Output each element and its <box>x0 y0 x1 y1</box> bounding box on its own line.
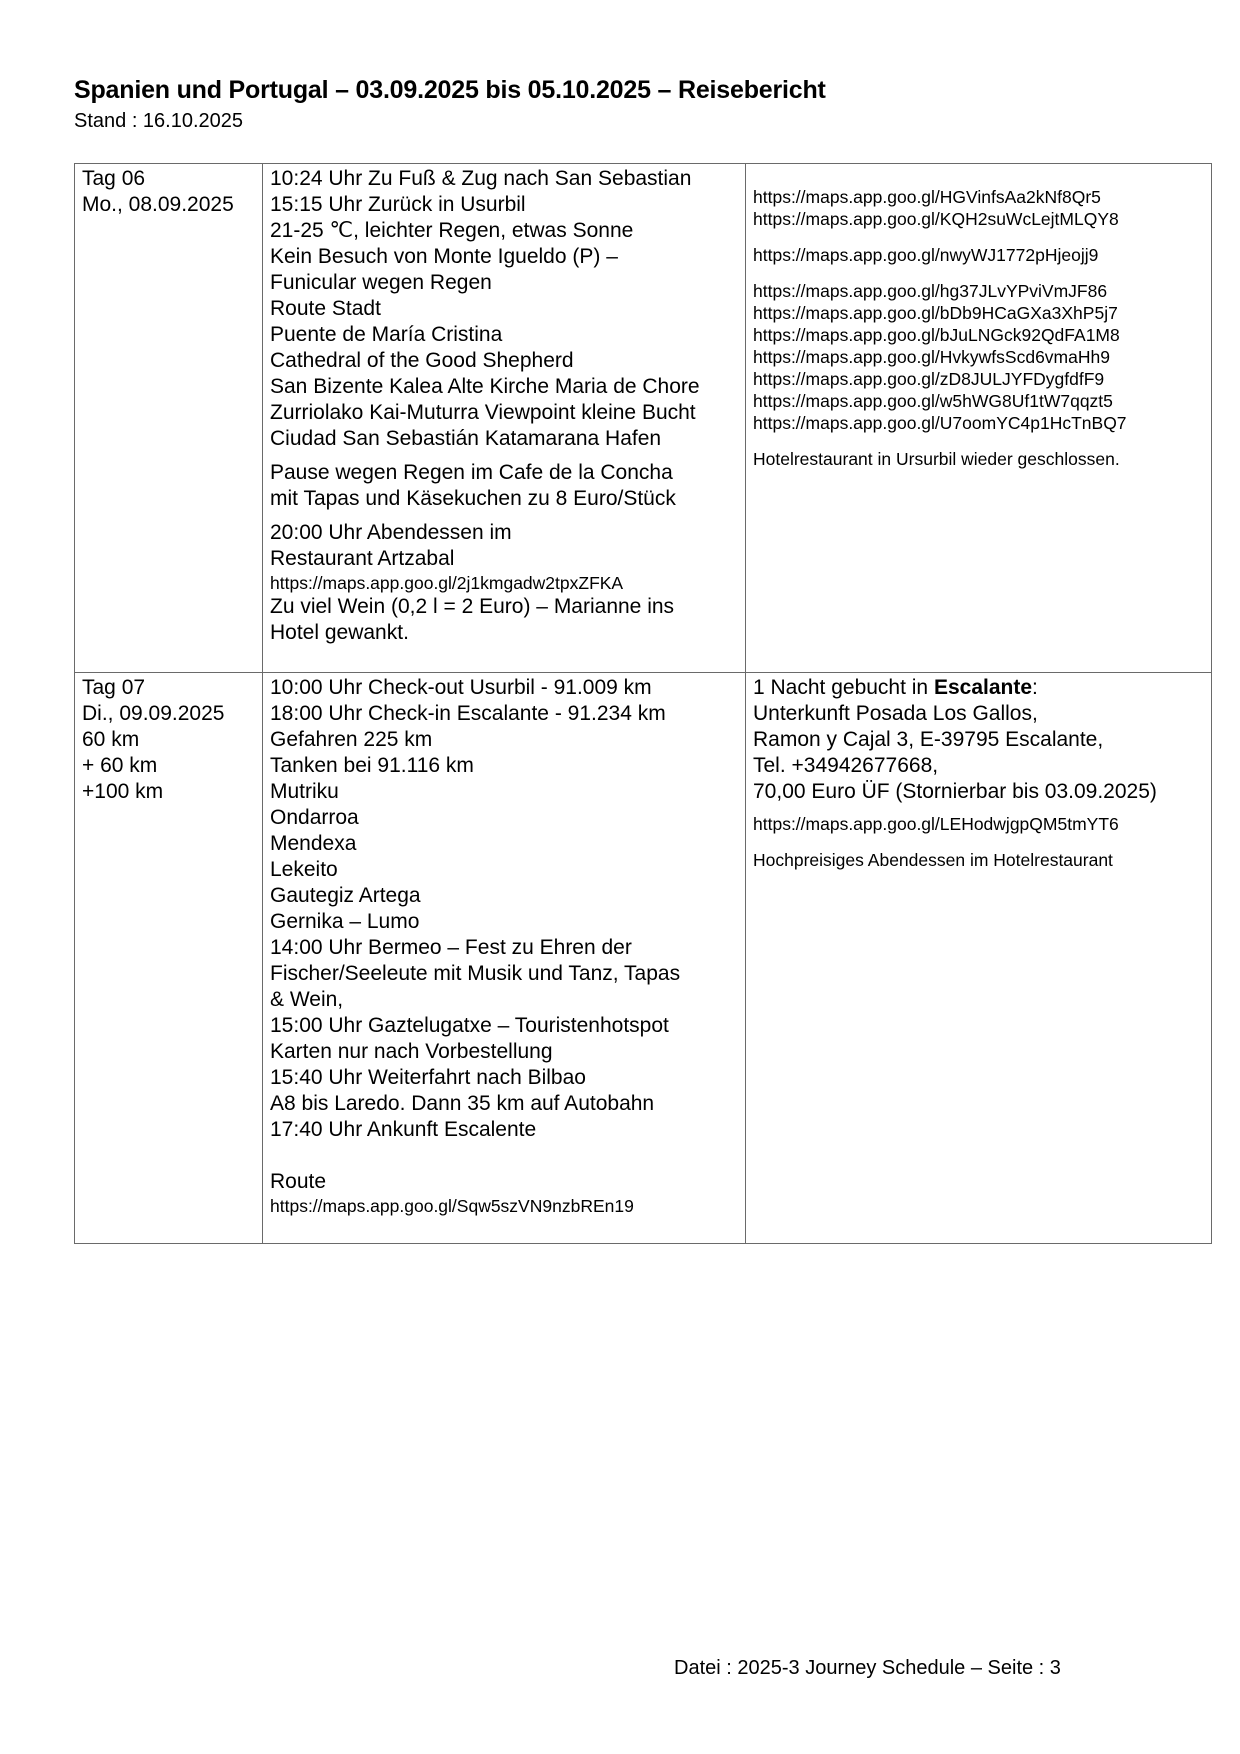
day-date: Mo., 08.09.2025 <box>82 193 234 216</box>
schedule-line: Funicular wegen Regen <box>270 271 492 294</box>
schedule-block <box>270 460 738 512</box>
booking-line: Ramon y Cajal 3, E-39795 Escalante, <box>753 728 1104 751</box>
schedule-line: Zurriolako Kai-Muturra Viewpoint kleine Bucht <box>270 401 696 424</box>
maps-link[interactable]: https://maps.app.goo.gl/hg37JLvYPviVmJF86 <box>753 281 1108 301</box>
schedule-block <box>270 675 738 1143</box>
schedule-line: 14:00 Uhr Bermeo – Fest zu Ehren der <box>270 936 632 959</box>
day-distance: + 60 km <box>82 754 158 777</box>
page-footer: Datei : 2025-3 Journey Schedule – Seite : 3 <box>674 1657 1061 1679</box>
maps-link[interactable]: https://maps.app.goo.gl/KQH2suWcLejtMLQY8 <box>753 209 1119 229</box>
day-cell <box>75 164 263 673</box>
maps-link[interactable]: https://maps.app.goo.gl/HvkywfsScd6vmaHh9 <box>753 347 1110 367</box>
day-cell <box>75 673 263 1244</box>
maps-link[interactable]: https://maps.app.goo.gl/w5hWG8Uf1tW7qqzt5 <box>753 391 1113 411</box>
schedule-line: 17:40 Uhr Ankunft Escalente <box>270 1118 537 1141</box>
schedule-line: Mutriku <box>270 780 339 803</box>
schedule-table <box>74 163 1212 1244</box>
maps-link[interactable]: https://maps.app.goo.gl/U7oomYC4p1HcTnBQ7 <box>753 413 1127 433</box>
booking-suffix: : <box>1032 676 1038 699</box>
route-label: Route <box>270 1170 327 1193</box>
schedule-block <box>270 166 738 452</box>
notes-remark: Hotelrestaurant in Ursurbil wieder geschlossen. <box>753 449 1120 469</box>
table-row <box>75 164 1212 673</box>
schedule-line: Fischer/Seeleute mit Musik und Tanz, Tapas <box>270 962 681 985</box>
schedule-line: Kein Besuch von Monte Igueldo (P) – <box>270 245 618 268</box>
schedule-line: 15:00 Uhr Gaztelugatxe – Touristenhotspot <box>270 1014 669 1037</box>
schedule-line: Ciudad San Sebastián Katamarana Hafen <box>270 427 662 450</box>
schedule-line: Gautegiz Artega <box>270 884 421 907</box>
schedule-line: Gernika – Lumo <box>270 910 420 933</box>
maps-link[interactable]: https://maps.app.goo.gl/zD8JULJYFDygfdfF9 <box>753 369 1105 389</box>
schedule-line: Zu viel Wein (0,2 l = 2 Euro) – Marianne ins <box>270 595 675 618</box>
booking-line: Unterkunft Posada Los Gallos, <box>753 702 1038 725</box>
schedule-line: Ondarroa <box>270 806 359 829</box>
maps-link[interactable]: https://maps.app.goo.gl/2j1kmgadw2tpxZFKA <box>270 573 624 593</box>
schedule-line: Karten nur nach Vorbestellung <box>270 1040 553 1063</box>
maps-link[interactable]: https://maps.app.goo.gl/bJuLNGck92QdFA1M8 <box>753 325 1120 345</box>
day-distance: 60 km <box>82 728 140 751</box>
schedule-line: Mendexa <box>270 832 357 855</box>
schedule-line: A8 bis Laredo. Dann 35 km auf Autobahn <box>270 1092 655 1115</box>
notes-cell <box>746 164 1212 673</box>
schedule-block <box>270 520 738 646</box>
schedule-line: Lekeito <box>270 858 338 881</box>
schedule-cell <box>263 673 746 1244</box>
table-row <box>75 673 1212 1244</box>
notes-remark: Hochpreisiges Abendessen im Hotelrestaurant <box>753 850 1113 870</box>
schedule-line: 10:00 Uhr Check-out Usurbil - 91.009 km <box>270 676 652 699</box>
schedule-line: Hotel gewankt. <box>270 621 409 644</box>
maps-link[interactable]: https://maps.app.goo.gl/bDb9HCaGXa3XhP5j7 <box>753 303 1118 323</box>
booking-prefix: 1 Nacht gebucht in <box>753 676 934 699</box>
schedule-line: 20:00 Uhr Abendessen im <box>270 521 512 544</box>
schedule-cell <box>263 164 746 673</box>
maps-link[interactable]: https://maps.app.goo.gl/LEHodwjgpQM5tmYT6 <box>753 814 1119 834</box>
schedule-line: Restaurant Artzabal <box>270 547 455 570</box>
schedule-line: Gefahren 225 km <box>270 728 433 751</box>
schedule-line: mit Tapas und Käsekuchen zu 8 Euro/Stück <box>270 487 676 510</box>
schedule-line: San Bizente Kalea Alte Kirche Maria de Chore <box>270 375 700 398</box>
schedule-line: & Wein, <box>270 988 344 1011</box>
booking-place: Escalante <box>933 676 1033 699</box>
booking-line: Tel. +34942677668, <box>753 754 939 777</box>
day-distance: +100 km <box>82 780 164 803</box>
maps-link[interactable]: https://maps.app.goo.gl/HGVinfsAa2kNf8Qr5 <box>753 187 1101 207</box>
notes-cell <box>746 673 1212 1244</box>
schedule-line: Cathedral of the Good Shepherd <box>270 349 574 372</box>
schedule-line: 15:40 Uhr Weiterfahrt nach Bilbao <box>270 1066 586 1089</box>
route-maps-link[interactable]: https://maps.app.goo.gl/Sqw5szVN9nzbREn19 <box>270 1196 634 1216</box>
schedule-line: Pause wegen Regen im Cafe de la Concha <box>270 461 673 484</box>
booking-heading <box>753 675 1204 701</box>
schedule-line: Tanken bei 91.116 km <box>270 754 474 777</box>
schedule-line: 18:00 Uhr Check-in Escalante - 91.234 km <box>270 702 666 725</box>
day-label: Tag 06 <box>82 167 146 190</box>
document-title: Spanien und Portugal – 03.09.2025 bis 05.10.2025 – Reisebericht <box>74 76 826 104</box>
schedule-line: 21-25 ℃, leichter Regen, etwas Sonne <box>270 219 634 242</box>
schedule-line: 15:15 Uhr Zurück in Usurbil <box>270 193 526 216</box>
booking-line: 70,00 Euro ÜF (Stornierbar bis 03.09.2025) <box>753 780 1157 803</box>
document-stand-date: Stand : 16.10.2025 <box>74 110 244 132</box>
day-date: Di., 09.09.2025 <box>82 702 225 725</box>
schedule-line: Route Stadt <box>270 297 381 320</box>
maps-link[interactable]: https://maps.app.goo.gl/nwyWJ1772pHjeojj9 <box>753 245 1099 265</box>
schedule-line: 10:24 Uhr Zu Fuß & Zug nach San Sebastian <box>270 167 692 190</box>
day-label: Tag 07 <box>82 676 146 699</box>
schedule-line: Puente de María Cristina <box>270 323 503 346</box>
